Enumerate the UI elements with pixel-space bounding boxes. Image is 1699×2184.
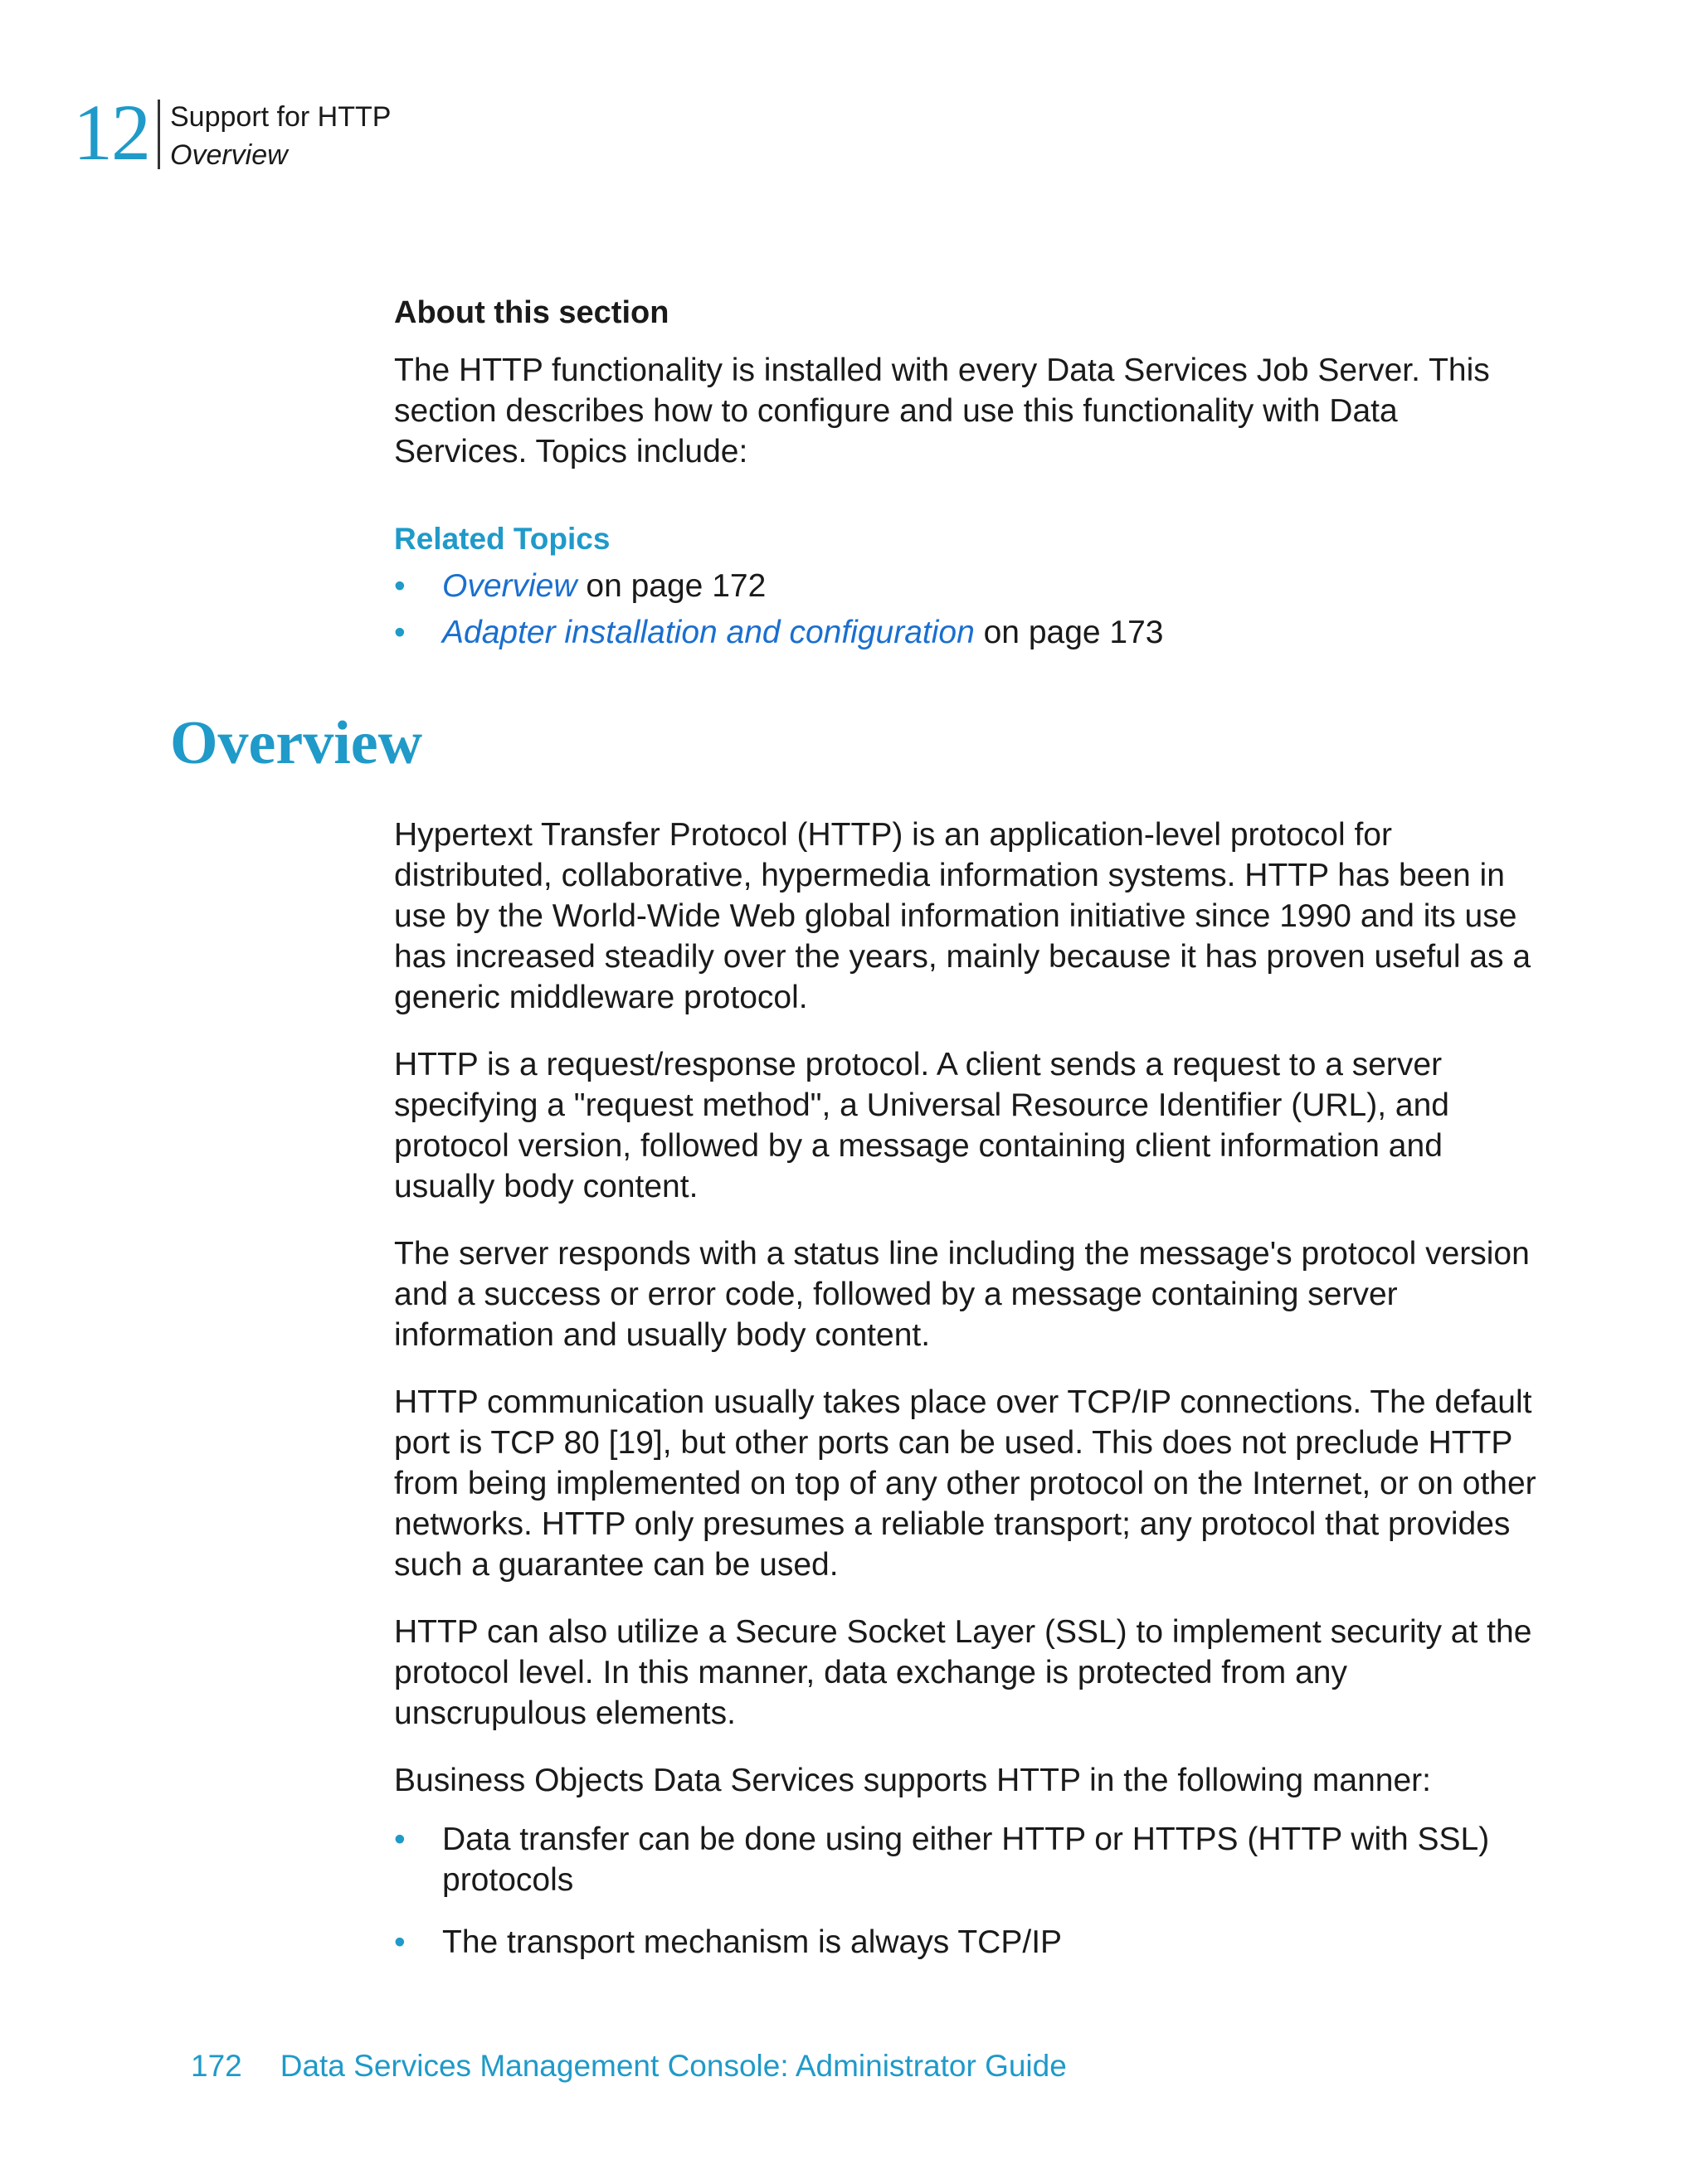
list-item — [394, 1922, 1539, 1963]
guide-title: Data Services Management Console: Administrator Guide — [280, 2049, 1067, 2083]
bullet-icon: • — [394, 1822, 406, 1857]
page-number: 172 — [191, 2049, 242, 2083]
bullet-icon: • — [394, 615, 406, 650]
overview-paragraph: HTTP is a request/response protocol. A client sends a request to a server specifying a "request method", a Universal Resource Identifier (URL), and protocol version, followed by a message containing client information and usually body content. — [394, 1047, 1449, 1204]
related-topic-link-overview[interactable]: Overview — [442, 568, 577, 604]
overview-heading: Overview — [170, 709, 423, 777]
bullet-icon: • — [394, 1924, 406, 1960]
bullet-icon: • — [394, 568, 406, 604]
chapter-header-text — [170, 93, 391, 174]
overview-paragraph: The server responds with a status line including the message's protocol version and a success or error code, followed by a message containing server information and usually body content. — [394, 1236, 1530, 1353]
list-item-text: Data transfer can be done using either HTTP or HTTPS (HTTP with SSL) protocols — [442, 1822, 1490, 1898]
overview-paragraph: Hypertext Transfer Protocol (HTTP) is an application-level protocol for distributed, collaborative, hypermedia information systems. HTTP has been in use by the World-Wide Web global information initiative since 1990 and its use has increased steadily over the years, mainly because it has proven useful as a generic middleware protocol. — [394, 817, 1531, 1015]
related-topic-page: on page 173 — [974, 615, 1164, 650]
page-footer — [191, 2049, 1067, 2084]
chapter-number: 12 — [73, 88, 149, 177]
chapter-divider — [158, 100, 160, 169]
overview-body — [394, 815, 1539, 1984]
related-topics-list — [394, 563, 1539, 656]
chapter-title: Support for HTTP — [170, 101, 392, 133]
list-item — [394, 1819, 1539, 1900]
chapter-header — [73, 88, 392, 177]
list-item-text: The transport mechanism is always TCP/IP — [442, 1924, 1063, 1960]
about-heading: About this section — [394, 295, 669, 330]
related-topic-item — [394, 563, 1539, 610]
related-topics-title: Related Topics — [394, 522, 611, 556]
overview-paragraph: HTTP can also utilize a Secure Socket Layer (SSL) to implement security at the protocol level. In this manner, data exchange is protected from any unscrupulous elements. — [394, 1614, 1532, 1731]
related-topic-link-adapter-installation[interactable]: Adapter installation and configuration — [442, 615, 975, 650]
about-section — [394, 292, 1539, 656]
chapter-subtitle: Overview — [170, 139, 288, 171]
related-topic-item — [394, 610, 1539, 656]
about-paragraph: The HTTP functionality is installed with every Data Services Job Server. This section describes how to configure and use this functionality with Data Services. Topics include: — [394, 353, 1490, 469]
related-topic-page: on page 172 — [577, 568, 767, 604]
support-bullet-list — [394, 1819, 1539, 1963]
overview-paragraph: HTTP communication usually takes place over TCP/IP connections. The default port is TCP 80 [19], but other ports can be used. This does not preclude HTTP from being implemented on top of any other protocol on the Internet, or on other networks. HTTP only presumes a reliable transport; any protocol that provides such a guarantee can be used. — [394, 1384, 1536, 1583]
overview-paragraph: Business Objects Data Services supports HTTP in the following manner: — [394, 1763, 1431, 1798]
